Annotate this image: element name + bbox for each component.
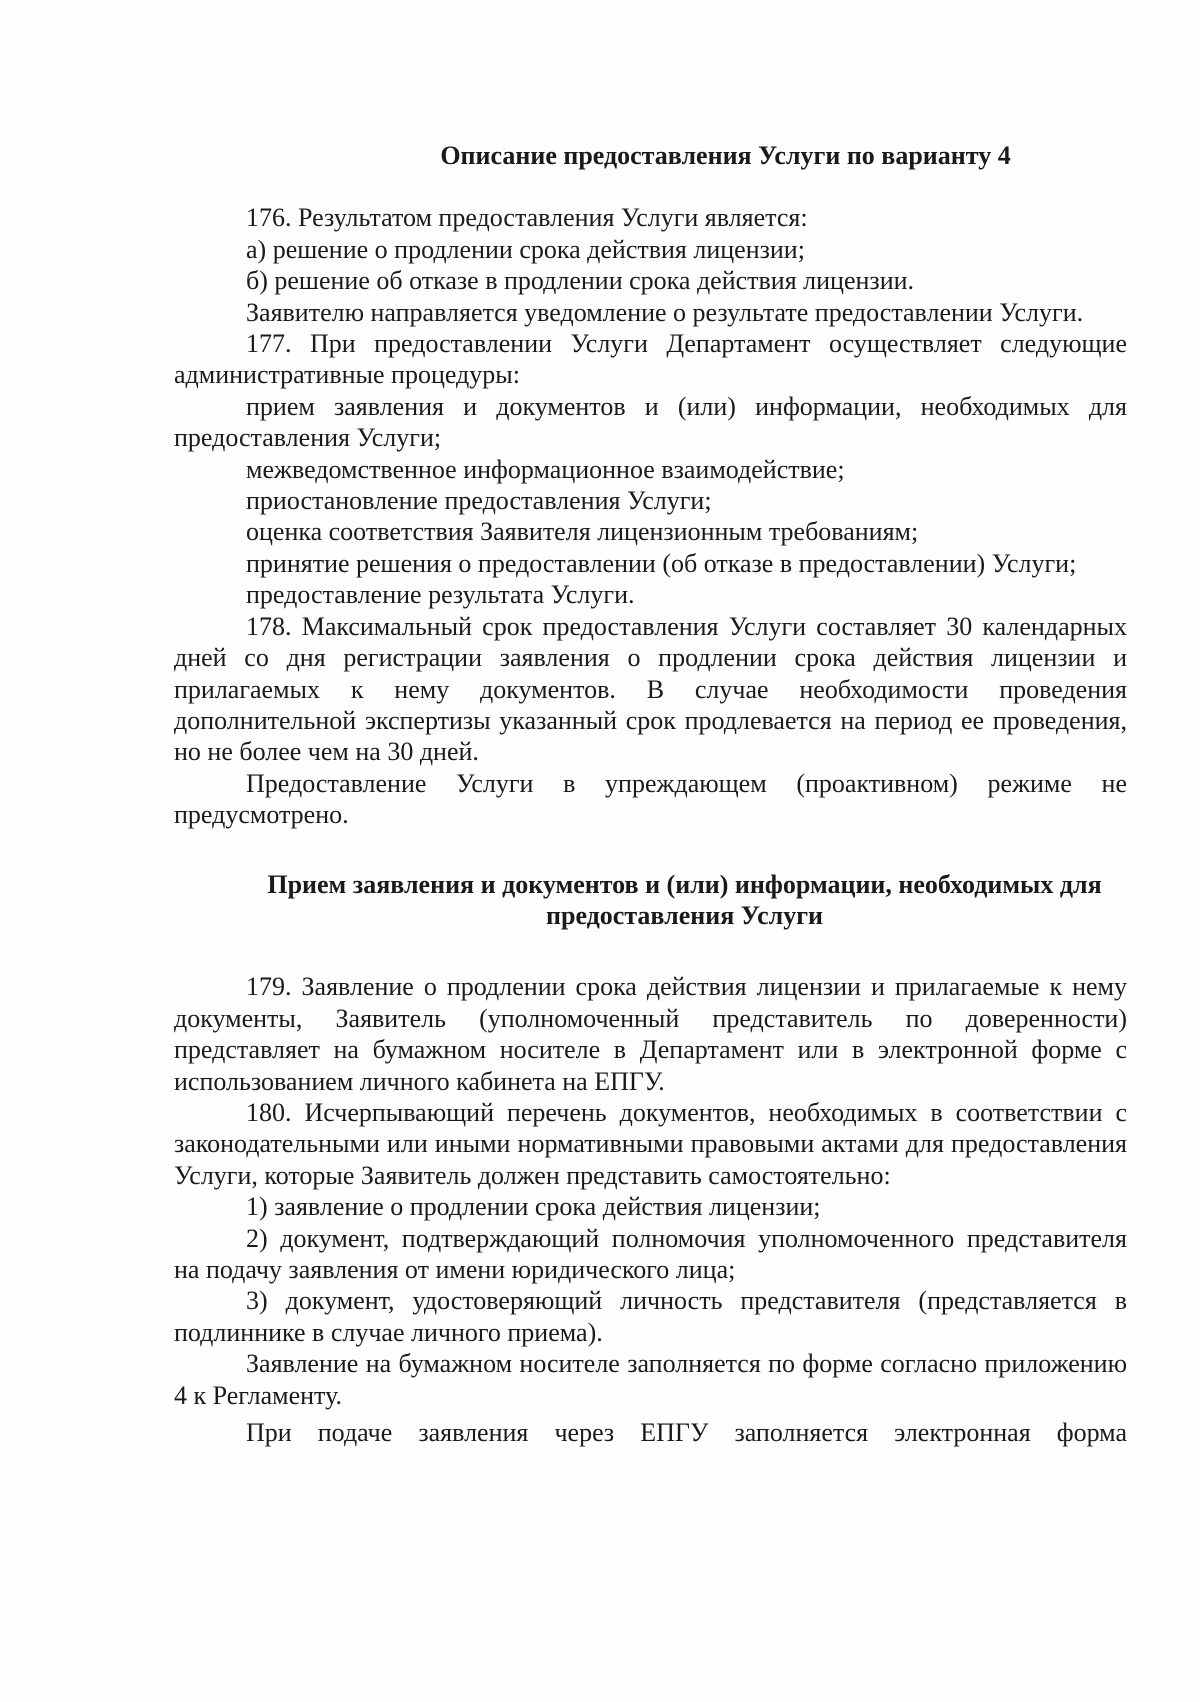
- paragraph-177: 177. При предоставлении Услуги Департамент осуществляет следующие административные процедуры:: [174, 329, 1127, 390]
- document-item-1: 1) заявление о продлении срока действия лицензии;: [246, 1192, 821, 1222]
- procedure-item-4: оценка соответствия Заявителя лицензионным требованиям;: [246, 517, 919, 547]
- document-body: [174, 140, 1127, 1448]
- section-heading-application-intake: Прием заявления и документов и (или) информации, необходимых для предоставления Услуги: [267, 869, 1102, 930]
- paragraph-epgu-form: При подаче заявления через ЕПГУ заполняется электронная форма: [246, 1418, 1127, 1448]
- paragraph-178: 178. Максимальный срок предоставления Услуги составляет 30 календарных дней со дня регистрации заявления о продлении срока действия лицензии и прилагаемых к нему документов. В случае необходимости проведения дополнительной экспертизы указанный срок продлевается на период ее проведения, но не более чем на 30 дней.: [174, 611, 1127, 767]
- procedure-item-2: межведомственное информационное взаимодействие;: [246, 454, 845, 484]
- procedure-item-6: предоставление результата Услуги.: [246, 580, 635, 610]
- paragraph-paper-form: Заявление на бумажном носителе заполняется по форме согласно приложению 4 к Регламенту.: [174, 1349, 1127, 1410]
- procedure-item-3: приостановление предоставления Услуги;: [246, 486, 712, 516]
- procedure-item-5: принятие решения о предоставлении (об отказе в предоставлении) Услуги;: [246, 548, 1077, 578]
- document-item-3: 3) документ, удостоверяющий личность представителя (представляется в подлиннике в случае личного приема).: [174, 1286, 1127, 1347]
- paragraph-176: 176. Результатом предоставления Услуги является:: [246, 203, 808, 233]
- list-item-b: б) решение об отказе в продлении срока действия лицензии.: [246, 266, 915, 296]
- paragraph-proactive: Предоставление Услуги в упреждающем (проактивном) режиме не предусмотрено.: [174, 768, 1127, 830]
- paragraph-180: 180. Исчерпывающий перечень документов, необходимых в соответствии с законодательными или иными нормативными правовыми актами для предоставления Услуги, которые Заявитель должен представить самостоятельно:: [174, 1097, 1127, 1190]
- procedure-item-1: прием заявления и документов и (или) информации, необходимых для предоставления Услуги;: [174, 391, 1127, 453]
- list-item-a: а) решение о продлении срока действия лицензии;: [246, 234, 805, 264]
- document-item-2: 2) документ, подтверждающий полномочия уполномоченного представителя на подачу заявления от имени юридического лица;: [174, 1223, 1127, 1284]
- paragraph-179: 179. Заявление о продлении срока действия лицензии и прилагаемые к нему документы, Заявитель (уполномоченный представитель по доверенности) представляет на бумажном носителе в Департамент или в электронной форме с использованием личного кабинета на ЕПГУ.: [174, 972, 1127, 1096]
- paragraph-notification: Заявителю направляется уведомление о результате предоставлении Услуги.: [246, 297, 1084, 327]
- section-heading-variant-4: Описание предоставления Услуги по варианту 4: [440, 141, 1011, 170]
